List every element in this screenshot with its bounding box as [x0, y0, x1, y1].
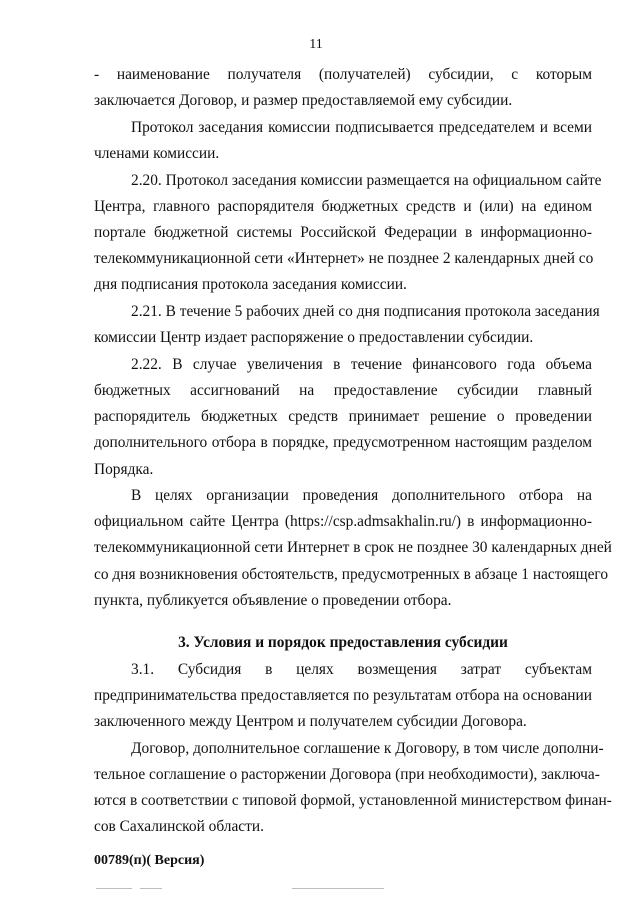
text-line: официальном сайте Центра (https://csp.admsakhalin.ru/) в информационно-: [94, 513, 592, 530]
text-line: ются в соответствии с типовой формой, установленной министерством финан-: [94, 792, 612, 809]
text-line: Договор, дополнительное соглашение к Договору, в том числе дополни-: [131, 740, 604, 757]
text-line: распорядитель бюджетных средств принимает решение о проведении: [94, 408, 592, 425]
page-number: 11: [309, 37, 323, 52]
text-line: 2.21. В течение 5 рабочих дней со дня подписания протокола заседания: [131, 303, 600, 320]
scan-artifact: [96, 888, 132, 889]
text-line: телекоммуникационной сети «Интернет» не позднее 2 календарных дней со: [94, 250, 594, 267]
text-line: членами комиссии.: [94, 145, 220, 162]
text-line: тельное соглашение о расторжении Договора (при необходимости), заключа-: [94, 766, 600, 783]
footer-code: 00789(п)( Версия): [94, 853, 205, 868]
text-line: телекоммуникационной сети Интернет в срок не позднее 30 календарных дней: [94, 539, 612, 556]
text-line: со дня возникновения обстоятельств, предусмотренных в абзаце 1 настоящего: [94, 566, 609, 583]
text-line: комиссии Центр издает распоряжение о предоставлении субсидии.: [94, 329, 534, 346]
text-line: бюджетных ассигнований на предоставление субсидии главный: [94, 382, 592, 399]
text-line: Центра, главного распорядителя бюджетных средств и (или) на едином: [94, 198, 592, 215]
text-line: 2.22. В случае увеличения в течение финансового года объема: [131, 356, 592, 373]
text-line: Протокол заседания комиссии подписывается председателем и всеми: [131, 119, 592, 136]
text-line: сов Сахалинской области.: [94, 818, 264, 835]
text-line: заключенного между Центром и получателем субсидии Договора.: [94, 713, 527, 730]
text-line: 2.20. Протокол заседания комиссии размещается на официальном сайте: [131, 172, 602, 189]
section-heading: 3. Условия и порядок предоставления субсидии: [178, 634, 508, 651]
text-line: В целях организации проведения дополнительного отбора на: [131, 487, 592, 504]
scan-artifact: [140, 888, 162, 889]
text-line: Порядка.: [94, 461, 154, 478]
text-line: - наименование получателя (получателей) субсидии, с которым: [94, 66, 592, 83]
text-line: предпринимательства предоставляется по результатам отбора на основании: [94, 687, 592, 704]
text-line: заключается Договор, и размер предоставляемой ему субсидии.: [94, 92, 513, 109]
text-line: 3.1. Субсидия в целях возмещения затрат субъектам: [131, 661, 592, 678]
text-line: портале бюджетной системы Российской Федерации в информационно-: [94, 224, 592, 241]
text-line: пункта, публикуется объявление о проведении отбора.: [94, 592, 452, 609]
scan-artifact: [292, 888, 384, 889]
text-line: дня подписания протокола заседания комиссии.: [94, 276, 407, 293]
text-line: дополнительного отбора в порядке, предусмотренном настоящим разделом: [94, 434, 592, 451]
